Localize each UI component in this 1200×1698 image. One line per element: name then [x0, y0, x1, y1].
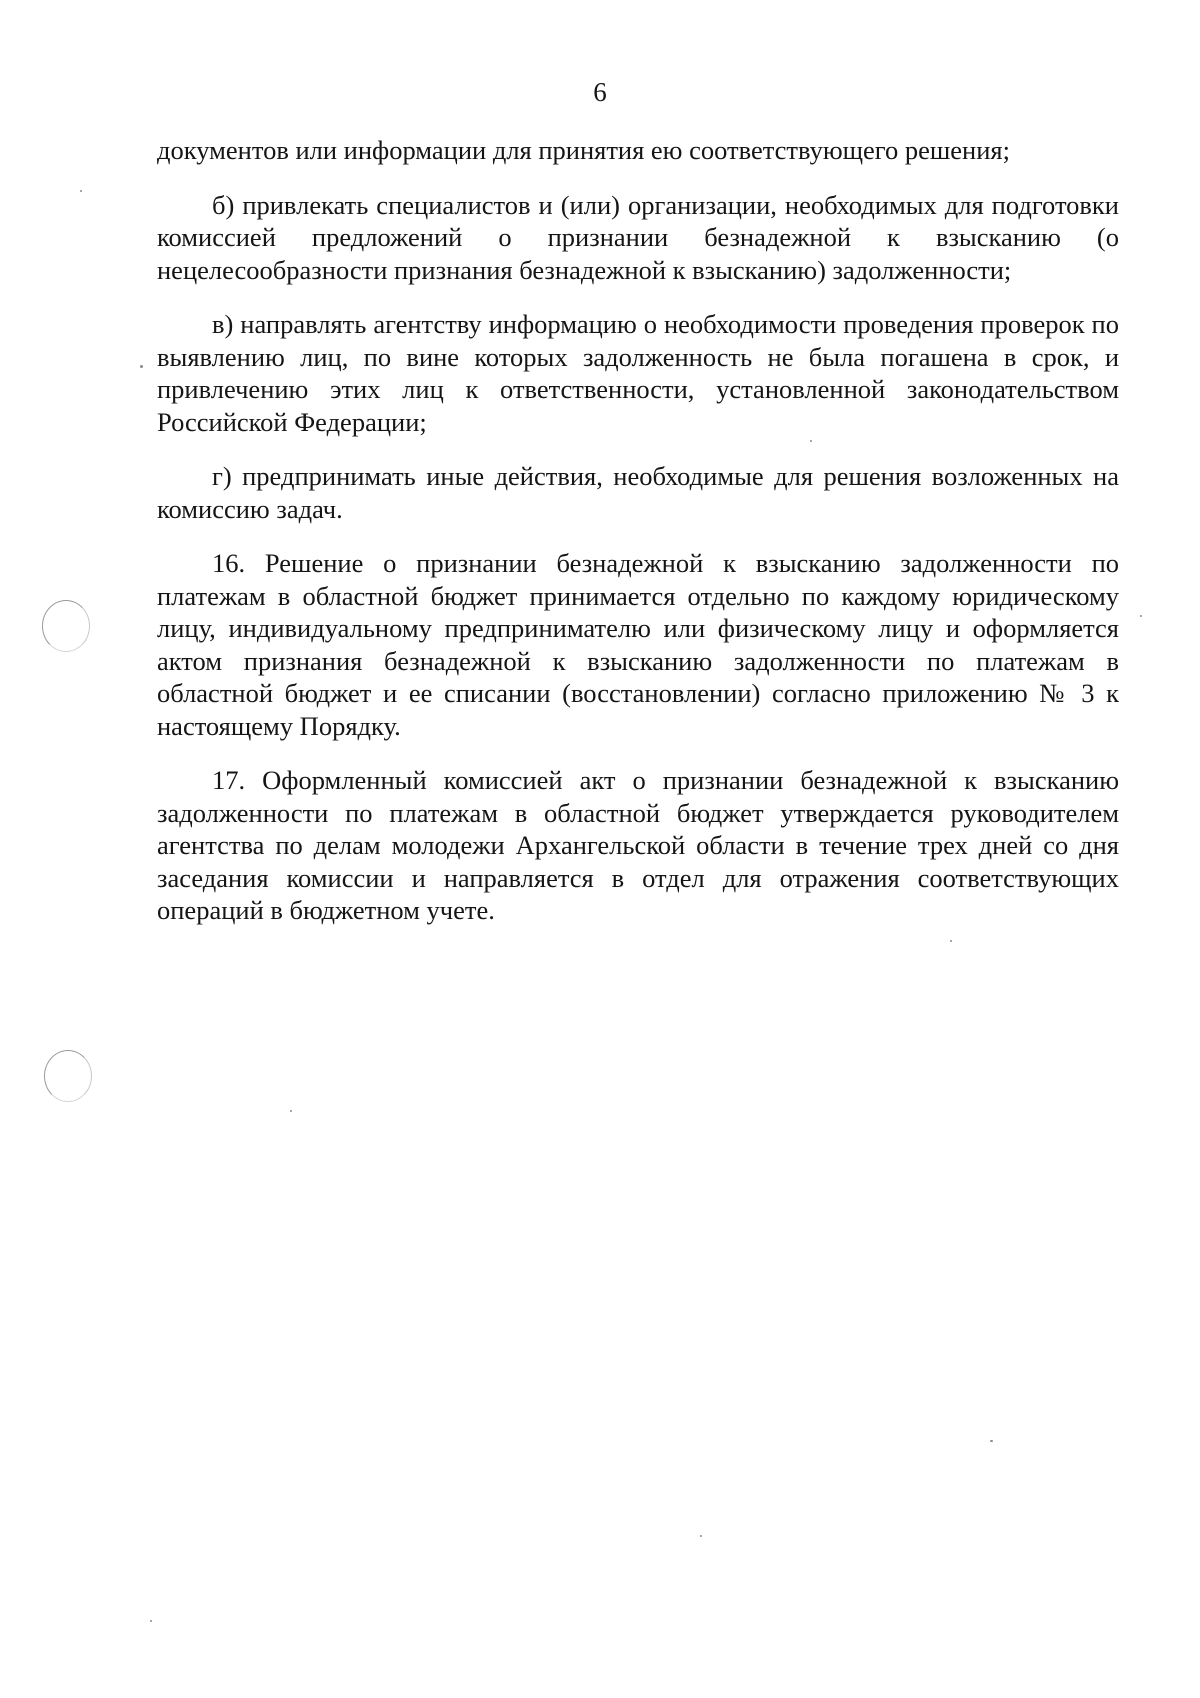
scan-speck — [950, 940, 952, 942]
scan-speck — [1140, 615, 1142, 617]
paragraph-item-v: в) направлять агентству информацию о необходимости проведения проверок по выявлению лиц, по вине которых задолженность не была погашена в срок, и привлечению этих лиц к ответственности, установленной законодательством Российской Федерации; — [157, 309, 1119, 437]
punch-hole-mark — [42, 600, 90, 652]
document-body — [157, 134, 1119, 949]
scan-speck — [810, 440, 812, 442]
paragraph-16: 16. Решение о признании безнадежной к взысканию задолженности по платежам в областной бюджет принимается отдельно по каждому юридическому лицу, индивидуальному предпринимателю или физическому лицу и оформляется актом признания безнадежной к взысканию задолженности по платежам в областной бюджет и ее списании (восстановлении) согласно приложению № 3 к настоящему Порядку. — [157, 548, 1119, 741]
scan-speck — [990, 1440, 993, 1442]
scan-speck — [80, 190, 82, 192]
paragraph-item-b: б) привлекать специалистов и (или) организации, необходимых для подготовки комиссией предложений о признании безнадежной к взысканию (о нецелесообразности признания безнадежной к взысканию) задолженности; — [157, 189, 1119, 285]
scan-speck — [140, 365, 143, 368]
paragraph-17: 17. Оформленный комиссией акт о признании безнадежной к взысканию задолженности по платежам в областной бюджет утверждается руководителем агентства по делам молодежи Архангельской области в течение трех дней со дня заседания комиссии и направляется в отдел для отражения соответствующих операций в бюджетном учете. — [157, 765, 1119, 925]
scan-speck — [150, 1620, 152, 1622]
paragraph-item-g: г) предпринимать иные действия, необходимые для решения возложенных на комиссию задач. — [157, 461, 1119, 524]
punch-hole-mark — [44, 1050, 92, 1102]
scan-speck — [290, 1110, 292, 1112]
paragraph-continuation: документов или информации для принятия ею соответствующего решения; — [157, 135, 1010, 165]
scan-speck — [700, 1535, 702, 1537]
page-number: 6 — [593, 77, 607, 107]
